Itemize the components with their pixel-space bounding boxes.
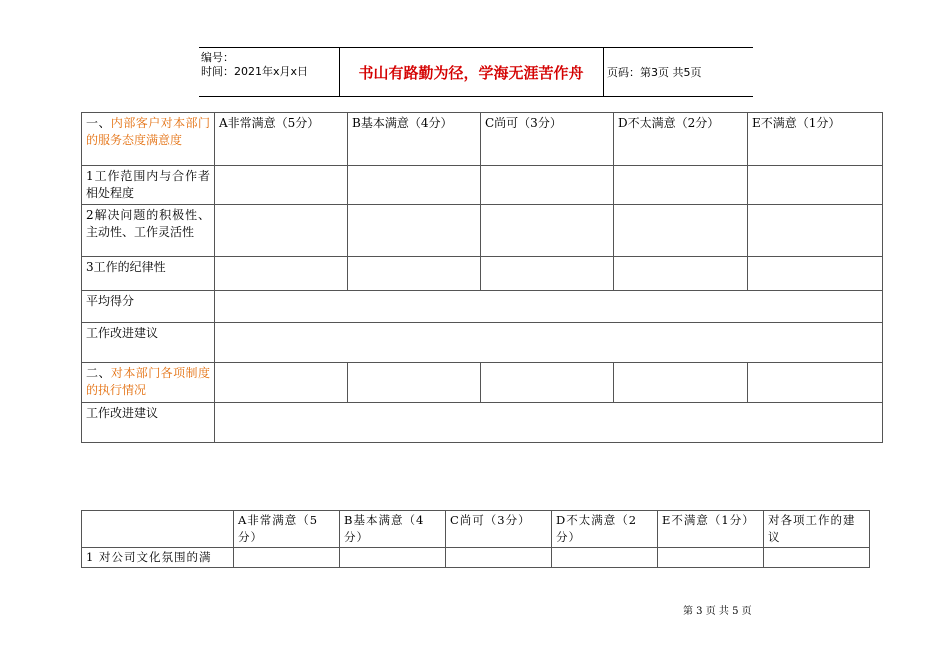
rating-cell[interactable] (748, 166, 883, 205)
page-header (199, 47, 753, 97)
table-row (82, 205, 883, 257)
column-header: B基本满意（4分） (340, 511, 446, 548)
rating-cell[interactable] (481, 257, 614, 291)
rating-cell[interactable] (215, 166, 348, 205)
rating-cell[interactable] (658, 548, 764, 568)
column-header: D不太满意（2分） (552, 511, 658, 548)
rating-cell[interactable] (348, 166, 481, 205)
rating-cell[interactable] (481, 363, 614, 403)
improve-label: 工作改进建议 (82, 323, 215, 363)
rating-cell[interactable] (446, 548, 552, 568)
header-motto: 书山有路勤为径，学海无涯苦作舟 (358, 63, 584, 82)
rating-cell[interactable] (552, 548, 658, 568)
column-header: B基本满意（4分） (348, 113, 481, 166)
culture-table (81, 510, 870, 568)
improve-cell[interactable] (215, 323, 883, 363)
column-header: C尚可（3分） (446, 511, 552, 548)
improve-label: 工作改进建议 (82, 403, 215, 443)
corner-cell (82, 511, 234, 548)
rating-cell[interactable] (614, 205, 748, 257)
column-header: E不满意（1分） (658, 511, 764, 548)
table-row (82, 291, 883, 323)
section1-prefix: 一、 (86, 116, 111, 130)
rating-cell[interactable] (215, 205, 348, 257)
rating-cell[interactable] (614, 166, 748, 205)
rating-cell[interactable] (481, 205, 614, 257)
rating-cell[interactable] (481, 166, 614, 205)
page-footer: 第 3 页 共 5 页 (683, 606, 752, 617)
row-label: 3工作的纪律性 (82, 257, 215, 291)
satisfaction-table (81, 112, 883, 443)
section1-header (82, 113, 215, 166)
column-header: A非常满意（5分） (234, 511, 340, 548)
row-label: 1工作范围内与合作者相处程度 (82, 166, 215, 205)
header-divider (603, 48, 604, 96)
rating-cell[interactable] (348, 205, 481, 257)
table-row (82, 403, 883, 443)
column-header: D不太满意（2分） (614, 113, 748, 166)
table-row (82, 257, 883, 291)
rating-cell[interactable] (748, 363, 883, 403)
average-value-cell[interactable] (215, 291, 883, 323)
row-label: 1 对公司文化氛围的满 (82, 548, 234, 568)
table-row (82, 363, 883, 403)
table-row (82, 548, 870, 568)
rating-cell[interactable] (614, 257, 748, 291)
table-row (82, 166, 883, 205)
header-page-info: 页码：第3页 共5页 (607, 66, 702, 79)
section2-title: 对本部门各项制度的执行情况 (86, 366, 210, 397)
serial-label: 编号： (201, 51, 234, 64)
rating-cell[interactable] (748, 257, 883, 291)
rating-cell[interactable] (348, 363, 481, 403)
section1-title: 内部客户对本部门的服务态度满意度 (86, 116, 210, 147)
rating-cell[interactable] (340, 548, 446, 568)
section2-prefix: 二、 (86, 366, 111, 380)
rating-cell[interactable] (748, 205, 883, 257)
header-meta (201, 51, 308, 79)
rating-cell[interactable] (234, 548, 340, 568)
time-label: 时间：2021年x月x日 (201, 65, 309, 78)
column-header: 对各项工作的建议 (764, 511, 870, 548)
section2-header (82, 363, 215, 403)
improve-cell[interactable] (215, 403, 883, 443)
rating-cell[interactable] (614, 363, 748, 403)
row-label: 2解决问题的积极性、主动性、工作灵活性 (82, 205, 215, 257)
suggestion-cell[interactable] (764, 548, 870, 568)
average-label: 平均得分 (82, 291, 215, 323)
table-row (82, 323, 883, 363)
rating-cell[interactable] (215, 257, 348, 291)
column-header: C尚可（3分） (481, 113, 614, 166)
rating-cell[interactable] (348, 257, 481, 291)
column-header: A非常满意（5分） (215, 113, 348, 166)
rating-cell[interactable] (215, 363, 348, 403)
column-header: E不满意（1分） (748, 113, 883, 166)
